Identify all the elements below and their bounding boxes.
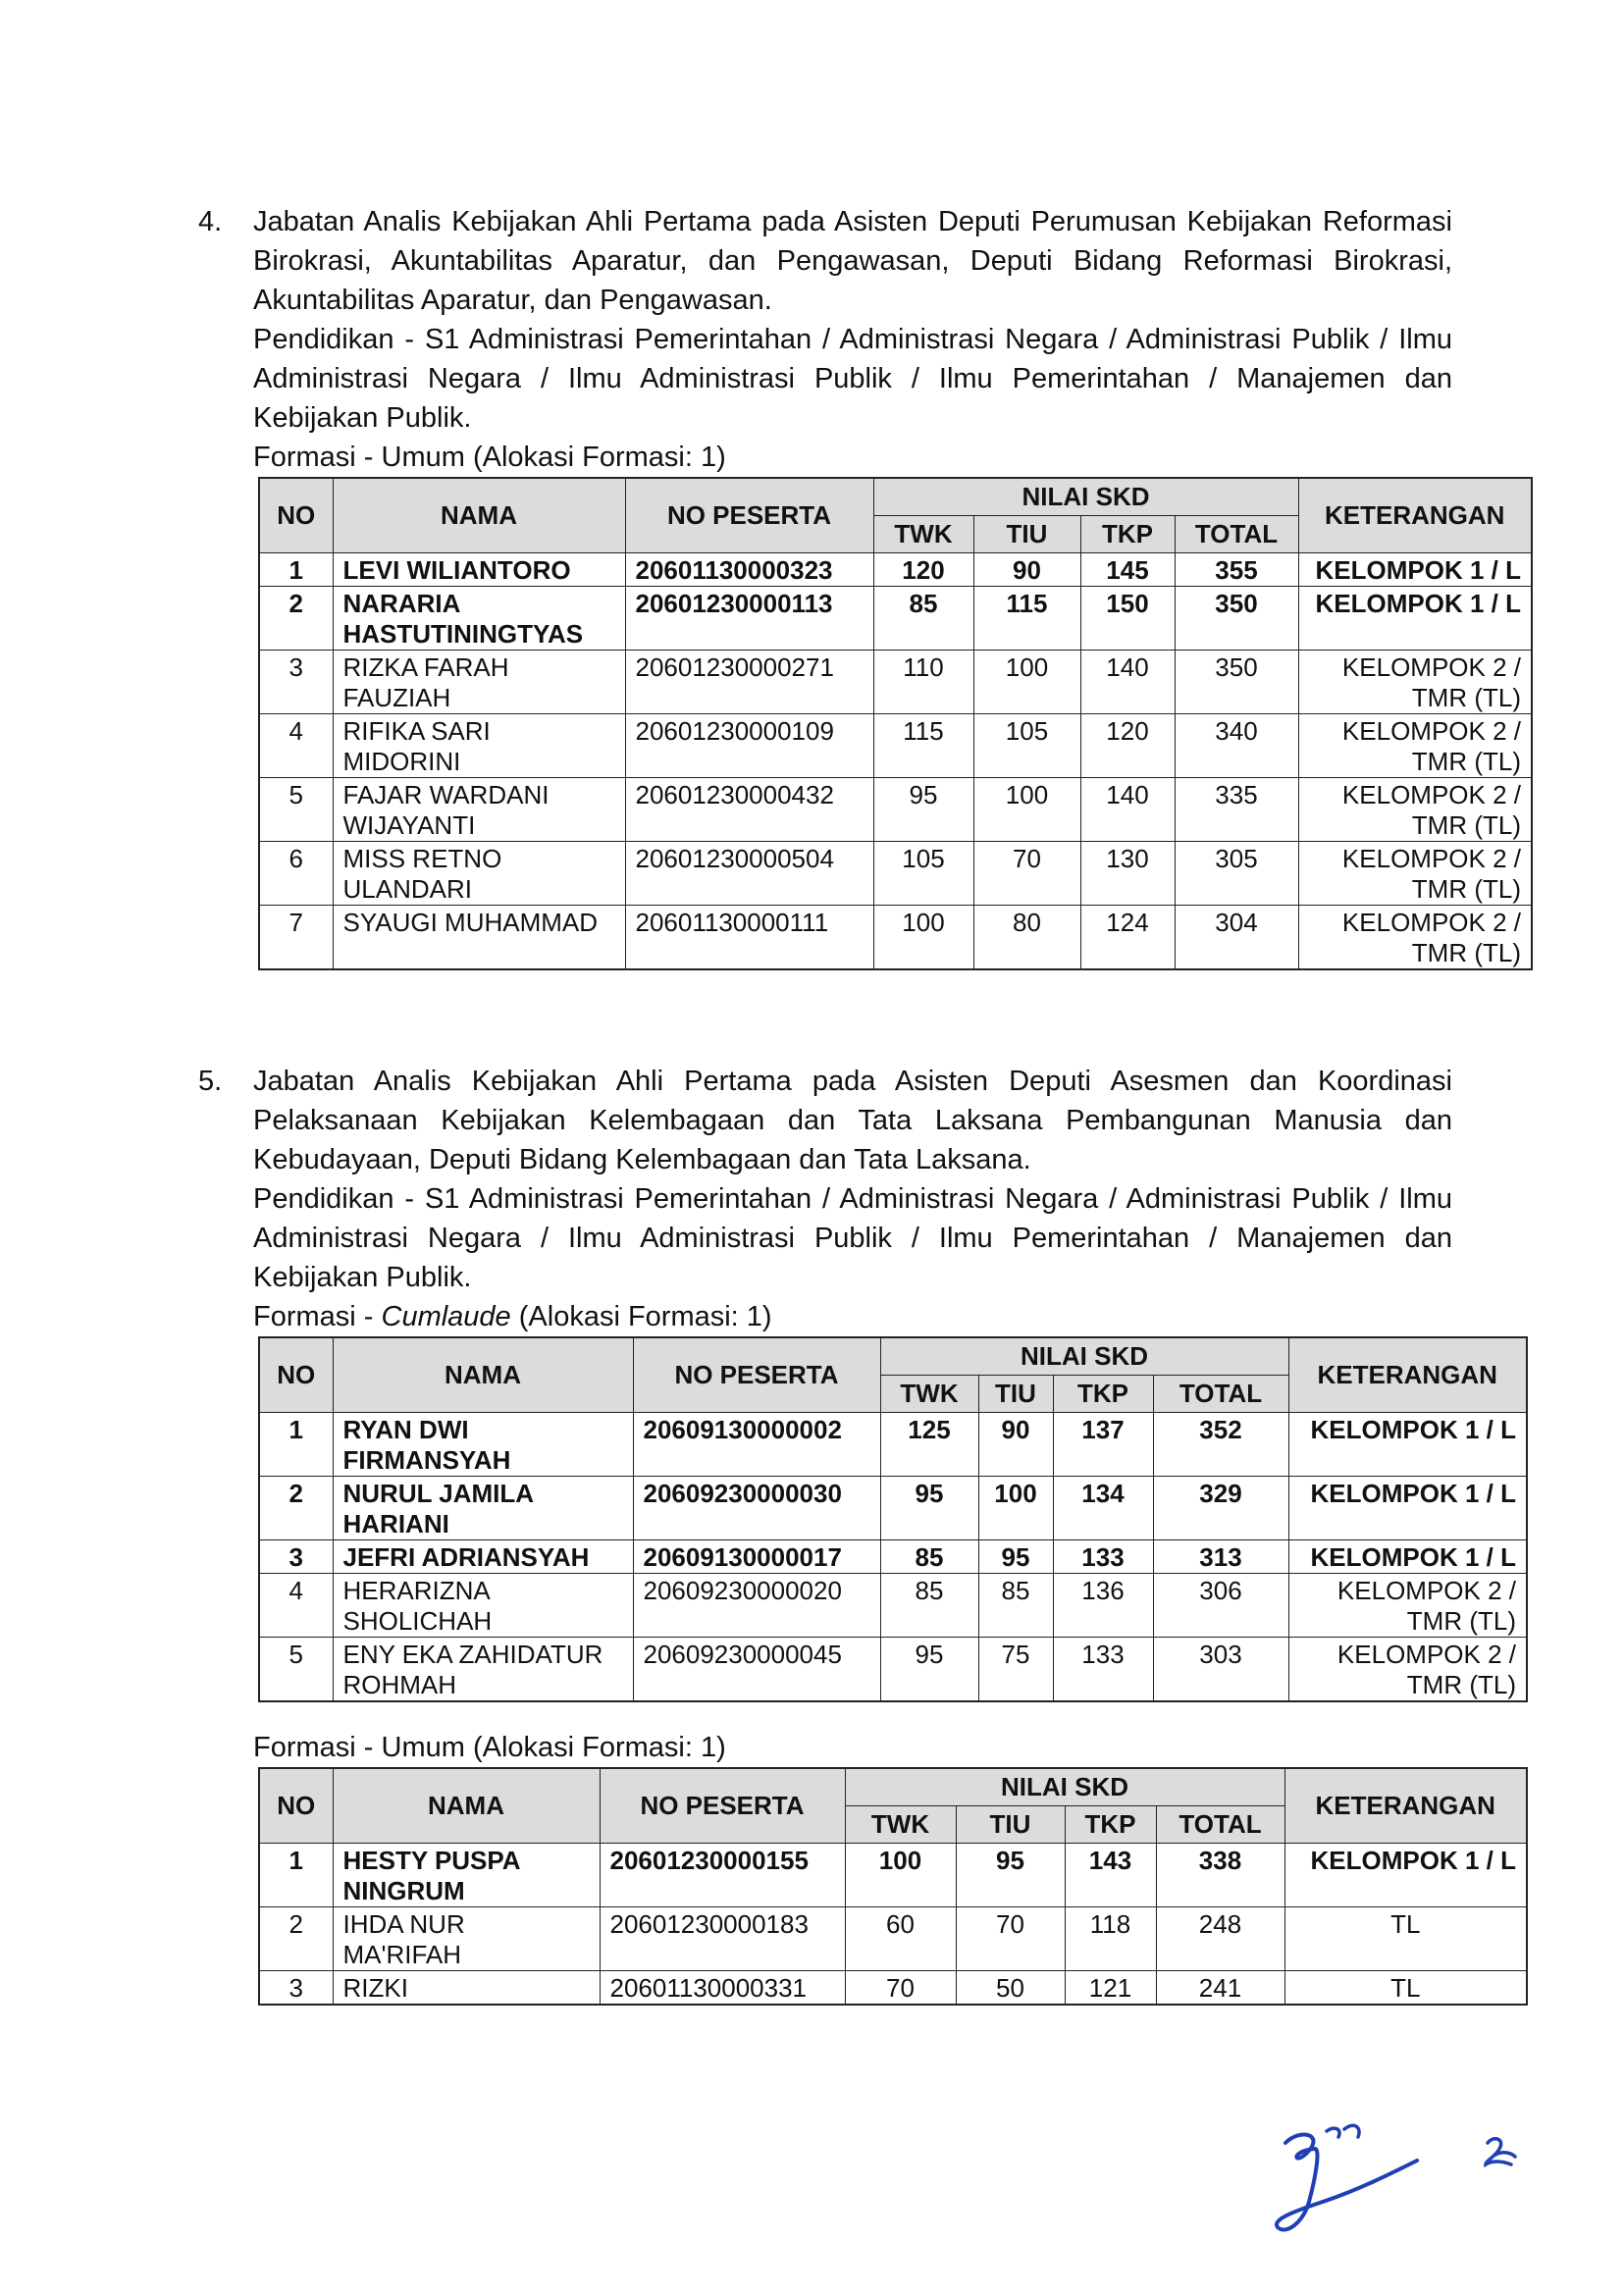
cell-twk: 115	[873, 714, 973, 778]
cell-nama: RYAN DWI FIRMANSYAH	[333, 1413, 633, 1477]
table-row	[259, 1638, 1527, 1702]
header-twk: TWK	[845, 1806, 956, 1844]
cell-twk: 110	[873, 651, 973, 714]
table-row	[259, 651, 1532, 714]
cell-no: 4	[259, 714, 333, 778]
table-row	[259, 778, 1532, 842]
table-row	[259, 842, 1532, 906]
table-row	[259, 1574, 1527, 1638]
section-5-umum-table	[258, 1767, 1528, 2006]
cell-twk: 85	[880, 1574, 978, 1638]
cell-tkp: 140	[1080, 778, 1175, 842]
header-row	[259, 478, 1532, 516]
header-tkp: TKP	[1065, 1806, 1156, 1844]
cell-nama: RIFIKA SARI MIDORINI	[333, 714, 625, 778]
cell-no-peserta: 20601230000155	[600, 1844, 845, 1907]
cell-nama: FAJAR WARDANI WIJAYANTI	[333, 778, 625, 842]
cell-no-peserta: 20601130000111	[625, 906, 873, 970]
header-nilai-skd: NILAI SKD	[845, 1768, 1284, 1806]
cell-tkp: 140	[1080, 651, 1175, 714]
header-no: NO	[259, 1337, 333, 1413]
header-tiu: TIU	[973, 516, 1080, 553]
cell-twk: 85	[880, 1540, 978, 1574]
signature-initial	[1264, 2121, 1431, 2249]
cell-tkp: 121	[1065, 1971, 1156, 2006]
cell-no: 2	[259, 587, 333, 651]
cell-no-peserta: 20601130000331	[600, 1971, 845, 2006]
cell-nama: MISS RETNO ULANDARI	[333, 842, 625, 906]
cell-tiu: 80	[973, 906, 1080, 970]
cell-total: 340	[1175, 714, 1298, 778]
cell-nama: LEVI WILIANTORO	[333, 553, 625, 587]
cell-no-peserta: 20601230000109	[625, 714, 873, 778]
cell-no-peserta: 20601230000432	[625, 778, 873, 842]
cell-nama: RIZKA FARAH FAUZIAH	[333, 651, 625, 714]
cell-twk: 60	[845, 1907, 956, 1971]
section-5-description	[196, 1062, 1452, 1297]
cell-keterangan: TL	[1284, 1971, 1527, 2006]
section-4-jabatan: Jabatan Analis Kebijakan Ahli Pertama pada Asisten Deputi Perumusan Kebijakan Reformasi Birokrasi, Akuntabilitas Aparatur, dan Pengawasan, Deputi Bidang Reformasi Birokrasi, Akuntabilitas Aparatur, dan Pengawasan.	[253, 206, 1452, 316]
cell-nama: HESTY PUSPA NINGRUM	[333, 1844, 600, 1907]
cell-nama: NURUL JAMILA HARIANI	[333, 1477, 633, 1540]
cell-tkp: 120	[1080, 714, 1175, 778]
cell-tkp: 150	[1080, 587, 1175, 651]
table-row	[259, 1540, 1527, 1574]
cell-tkp: 130	[1080, 842, 1175, 906]
header-no-peserta: NO PESERTA	[625, 478, 873, 553]
section-5-pendidikan: Pendidikan - S1 Administrasi Pemerintahan / Administrasi Negara / Administrasi Publik / Ilmu Administrasi Negara / Ilmu Administrasi Publik / Ilmu Pemerintahan / Manajemen dan Kebijakan Publik.	[253, 1183, 1452, 1293]
header-no: NO	[259, 1768, 333, 1844]
cell-tkp: 143	[1065, 1844, 1156, 1907]
cell-no: 7	[259, 906, 333, 970]
cell-tiu: 85	[978, 1574, 1053, 1638]
section-4	[196, 202, 1521, 970]
section-4-pendidikan: Pendidikan - S1 Administrasi Pemerintahan / Administrasi Negara / Administrasi Publik / Ilmu Administrasi Negara / Ilmu Administrasi Publik / Ilmu Pemerintahan / Manajemen dan Kebijakan Publik.	[253, 324, 1452, 434]
cell-nama: NARARIA HASTUTININGTYAS	[333, 587, 625, 651]
cell-twk: 105	[873, 842, 973, 906]
cell-total: 303	[1153, 1638, 1288, 1702]
table-row	[259, 1907, 1527, 1971]
cell-twk: 95	[880, 1638, 978, 1702]
table-row	[259, 553, 1532, 587]
header-tiu: TIU	[978, 1376, 1053, 1413]
cell-no-peserta: 20601230000271	[625, 651, 873, 714]
cell-total: 355	[1175, 553, 1298, 587]
cell-no: 2	[259, 1477, 333, 1540]
cell-tiu: 70	[956, 1907, 1065, 1971]
cell-keterangan: KELOMPOK 1 / L	[1288, 1477, 1527, 1540]
section-4-description	[196, 202, 1452, 438]
table-row	[259, 587, 1532, 651]
header-no-peserta: NO PESERTA	[600, 1768, 845, 1844]
header-twk: TWK	[880, 1376, 978, 1413]
header-no-peserta: NO PESERTA	[633, 1337, 880, 1413]
cell-no: 4	[259, 1574, 333, 1638]
cell-tkp: 134	[1053, 1477, 1153, 1540]
cell-no-peserta: 20601230000183	[600, 1907, 845, 1971]
cell-twk: 120	[873, 553, 973, 587]
cell-no-peserta: 20609230000030	[633, 1477, 880, 1540]
header-tkp: TKP	[1080, 516, 1175, 553]
header-total: TOTAL	[1175, 516, 1298, 553]
header-no: NO	[259, 478, 333, 553]
cell-total: 313	[1153, 1540, 1288, 1574]
cell-no-peserta: 20601230000504	[625, 842, 873, 906]
cell-tiu: 50	[956, 1971, 1065, 2006]
table-row	[259, 906, 1532, 970]
cell-tiu: 75	[978, 1638, 1053, 1702]
section-5-umum-formasi-label: Formasi - Umum (Alokasi Formasi: 1)	[253, 1732, 726, 1763]
cell-tiu: 70	[973, 842, 1080, 906]
cell-no: 5	[259, 778, 333, 842]
cell-total: 338	[1156, 1844, 1284, 1907]
table-row	[259, 1413, 1527, 1477]
header-tkp: TKP	[1053, 1376, 1153, 1413]
header-row	[259, 1768, 1527, 1806]
cell-total: 329	[1153, 1477, 1288, 1540]
cell-nama: SYAUGI MUHAMMAD	[333, 906, 625, 970]
cell-keterangan: KELOMPOK 2 / TMR (TL)	[1298, 906, 1532, 970]
cell-tiu: 100	[973, 778, 1080, 842]
cell-tkp: 145	[1080, 553, 1175, 587]
section-5-jabatan: Jabatan Analis Kebijakan Ahli Pertama pada Asisten Deputi Asesmen dan Koordinasi Pelaksanaan Kebijakan Kelembagaan dan Tata Laksana Pembangunan Manusia dan Kebudayaan, Deputi Bidang Kelembagaan dan Tata Laksana.	[253, 1066, 1452, 1175]
cell-twk: 100	[873, 906, 973, 970]
cell-keterangan: KELOMPOK 2 / TMR (TL)	[1288, 1638, 1527, 1702]
header-nama: NAMA	[333, 478, 625, 553]
cell-no: 6	[259, 842, 333, 906]
header-total: TOTAL	[1156, 1806, 1284, 1844]
cell-keterangan: KELOMPOK 2 / TMR (TL)	[1298, 842, 1532, 906]
section-4-umum-table	[258, 477, 1533, 970]
header-row	[259, 1337, 1527, 1376]
cell-no-peserta: 20609130000002	[633, 1413, 880, 1477]
cell-twk: 95	[873, 778, 973, 842]
cell-twk: 85	[873, 587, 973, 651]
header-keterangan: KETERANGAN	[1284, 1768, 1527, 1844]
cell-keterangan: KELOMPOK 1 / L	[1288, 1413, 1527, 1477]
cell-keterangan: KELOMPOK 1 / L	[1288, 1540, 1527, 1574]
cell-nama: RIZKI	[333, 1971, 600, 2006]
cell-tiu: 95	[956, 1844, 1065, 1907]
cell-tiu: 115	[973, 587, 1080, 651]
cell-nama: JEFRI ADRIANSYAH	[333, 1540, 633, 1574]
cell-total: 304	[1175, 906, 1298, 970]
table-row	[259, 714, 1532, 778]
header-nilai-skd: NILAI SKD	[873, 478, 1298, 516]
header-keterangan: KETERANGAN	[1298, 478, 1532, 553]
cell-no-peserta: 20601230000113	[625, 587, 873, 651]
cell-keterangan: KELOMPOK 2 / TMR (TL)	[1298, 778, 1532, 842]
section-5-cumlaude-formasi-label: Formasi - Cumlaude (Alokasi Formasi: 1)	[253, 1301, 772, 1332]
cell-keterangan: KELOMPOK 2 / TMR (TL)	[1298, 651, 1532, 714]
cell-tkp: 133	[1053, 1638, 1153, 1702]
cell-total: 350	[1175, 651, 1298, 714]
cell-keterangan: KELOMPOK 1 / L	[1298, 587, 1532, 651]
cell-no-peserta: 20609130000017	[633, 1540, 880, 1574]
cell-keterangan: TL	[1284, 1907, 1527, 1971]
cell-tiu: 100	[973, 651, 1080, 714]
cell-no: 5	[259, 1638, 333, 1702]
cell-total: 350	[1175, 587, 1298, 651]
header-total: TOTAL	[1153, 1376, 1288, 1413]
cell-tiu: 100	[978, 1477, 1053, 1540]
cell-no-peserta: 20601130000323	[625, 553, 873, 587]
cell-tiu: 90	[978, 1413, 1053, 1477]
cell-nama: HERARIZNA SHOLICHAH	[333, 1574, 633, 1638]
cell-tkp: 118	[1065, 1907, 1156, 1971]
cell-keterangan: KELOMPOK 2 / TMR (TL)	[1298, 714, 1532, 778]
cell-twk: 125	[880, 1413, 978, 1477]
cell-no: 1	[259, 1413, 333, 1477]
cell-no: 3	[259, 1540, 333, 1574]
signature-small-initial	[1478, 2131, 1523, 2178]
cell-no: 1	[259, 1844, 333, 1907]
cell-total: 248	[1156, 1907, 1284, 1971]
cell-twk: 95	[880, 1477, 978, 1540]
cell-no: 3	[259, 651, 333, 714]
cell-total: 305	[1175, 842, 1298, 906]
cell-keterangan: KELOMPOK 1 / L	[1284, 1844, 1527, 1907]
cell-tkp: 133	[1053, 1540, 1153, 1574]
cell-keterangan: KELOMPOK 2 / TMR (TL)	[1288, 1574, 1527, 1638]
cell-no-peserta: 20609230000045	[633, 1638, 880, 1702]
header-keterangan: KETERANGAN	[1288, 1337, 1527, 1413]
cell-tiu: 90	[973, 553, 1080, 587]
cell-tiu: 105	[973, 714, 1080, 778]
header-twk: TWK	[873, 516, 973, 553]
section-4-number: 4.	[198, 206, 223, 237]
header-tiu: TIU	[956, 1806, 1065, 1844]
cell-twk: 70	[845, 1971, 956, 2006]
cell-tkp: 136	[1053, 1574, 1153, 1638]
cell-no-peserta: 20609230000020	[633, 1574, 880, 1638]
cell-nama: IHDA NUR MA'RIFAH	[333, 1907, 600, 1971]
cell-total: 241	[1156, 1971, 1284, 2006]
section-5-cumlaude-table	[258, 1336, 1528, 1702]
table-row	[259, 1971, 1527, 2006]
header-nama: NAMA	[333, 1337, 633, 1413]
header-nama: NAMA	[333, 1768, 600, 1844]
table-row	[259, 1477, 1527, 1540]
cell-keterangan: KELOMPOK 1 / L	[1298, 553, 1532, 587]
cell-nama: ENY EKA ZAHIDATUR ROHMAH	[333, 1638, 633, 1702]
cell-total: 335	[1175, 778, 1298, 842]
table-row	[259, 1844, 1527, 1907]
cell-total: 352	[1153, 1413, 1288, 1477]
cell-twk: 100	[845, 1844, 956, 1907]
section-4-formasi-label: Formasi - Umum (Alokasi Formasi: 1)	[253, 442, 726, 473]
cell-tiu: 95	[978, 1540, 1053, 1574]
cell-no: 1	[259, 553, 333, 587]
cell-no: 3	[259, 1971, 333, 2006]
header-nilai-skd: NILAI SKD	[880, 1337, 1288, 1376]
cell-total: 306	[1153, 1574, 1288, 1638]
cell-tkp: 124	[1080, 906, 1175, 970]
section-5-number: 5.	[198, 1066, 223, 1097]
cell-tkp: 137	[1053, 1413, 1153, 1477]
section-5	[196, 1062, 1516, 2006]
cell-no: 2	[259, 1907, 333, 1971]
